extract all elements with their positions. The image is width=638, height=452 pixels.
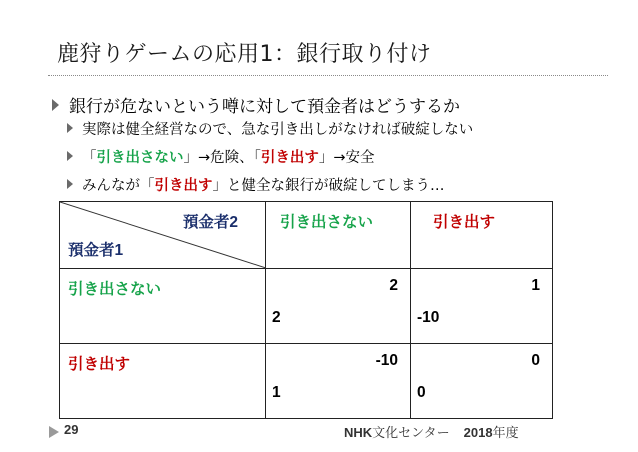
footer-year-rest: 年度 [492,426,519,441]
withdraw-term: 引き出す [154,178,213,194]
sub-bullet-2-text-c: 」→安全 [318,150,375,166]
bullet-arrow-icon [67,123,73,133]
bullet-arrow-icon [67,151,73,161]
col-header-withdraw: 引き出す [411,202,553,269]
title-divider [48,75,608,76]
payoff-p1: 1 [272,384,281,401]
payoff-p2: 2 [389,277,398,294]
payoff-cell [266,344,411,419]
col-player-label: 預金者2 [182,214,238,231]
footer-year-bold: 2018 [463,425,493,440]
sub-bullet-1-text: 実際は健全経営なので、急な引き出しがなければ破綻しない [82,122,474,138]
payoff-p2: -10 [375,352,398,369]
row-header-withdraw: 引き出す [60,344,266,419]
payoff-p2: 1 [531,277,540,294]
row-player-label: 預金者1 [68,242,124,259]
col-header-no-withdraw: 引き出さない [266,202,411,269]
sub-bullet-2 [67,146,375,167]
bullet-arrow-icon [52,99,59,111]
sub-bullet-2-text-b: 」→危険、「 [183,150,261,166]
no-withdraw-term: 引き出さない [96,150,184,166]
main-bullet-text: 銀行が危ないという噂に対して預金者はどうするか [69,97,460,117]
withdraw-term: 引き出す [260,150,319,166]
row-header-no-withdraw: 引き出さない [60,269,266,344]
sub-bullet-2-text-a: 「 [82,150,97,166]
sub-bullet-3-text-a: みんなが「 [82,178,155,194]
footer-org-bold: NHK [344,425,373,440]
sub-bullet-3 [67,174,445,195]
payoff-p1: 2 [272,309,281,326]
sub-bullet-1 [67,118,473,139]
footer-arrow-icon [49,426,59,438]
main-bullet [52,92,460,117]
bullet-arrow-icon [67,179,73,189]
payoff-matrix [59,201,553,419]
page-number: 29 [64,422,79,437]
sub-bullet-3-text-b: 」と健全な銀行が破綻してしまう… [212,178,445,194]
corner-cell [60,202,266,269]
payoff-p1: -10 [417,309,440,326]
payoff-cell [411,269,553,344]
slide-title: 鹿狩りゲームの応用1：銀行取り付け [57,42,432,67]
payoff-p1: 0 [417,384,426,401]
footer-org-rest: 文化センター [372,426,450,441]
payoff-cell [411,344,553,419]
payoff-p2: 0 [531,352,540,369]
footer-credit [344,422,519,441]
payoff-cell [266,269,411,344]
